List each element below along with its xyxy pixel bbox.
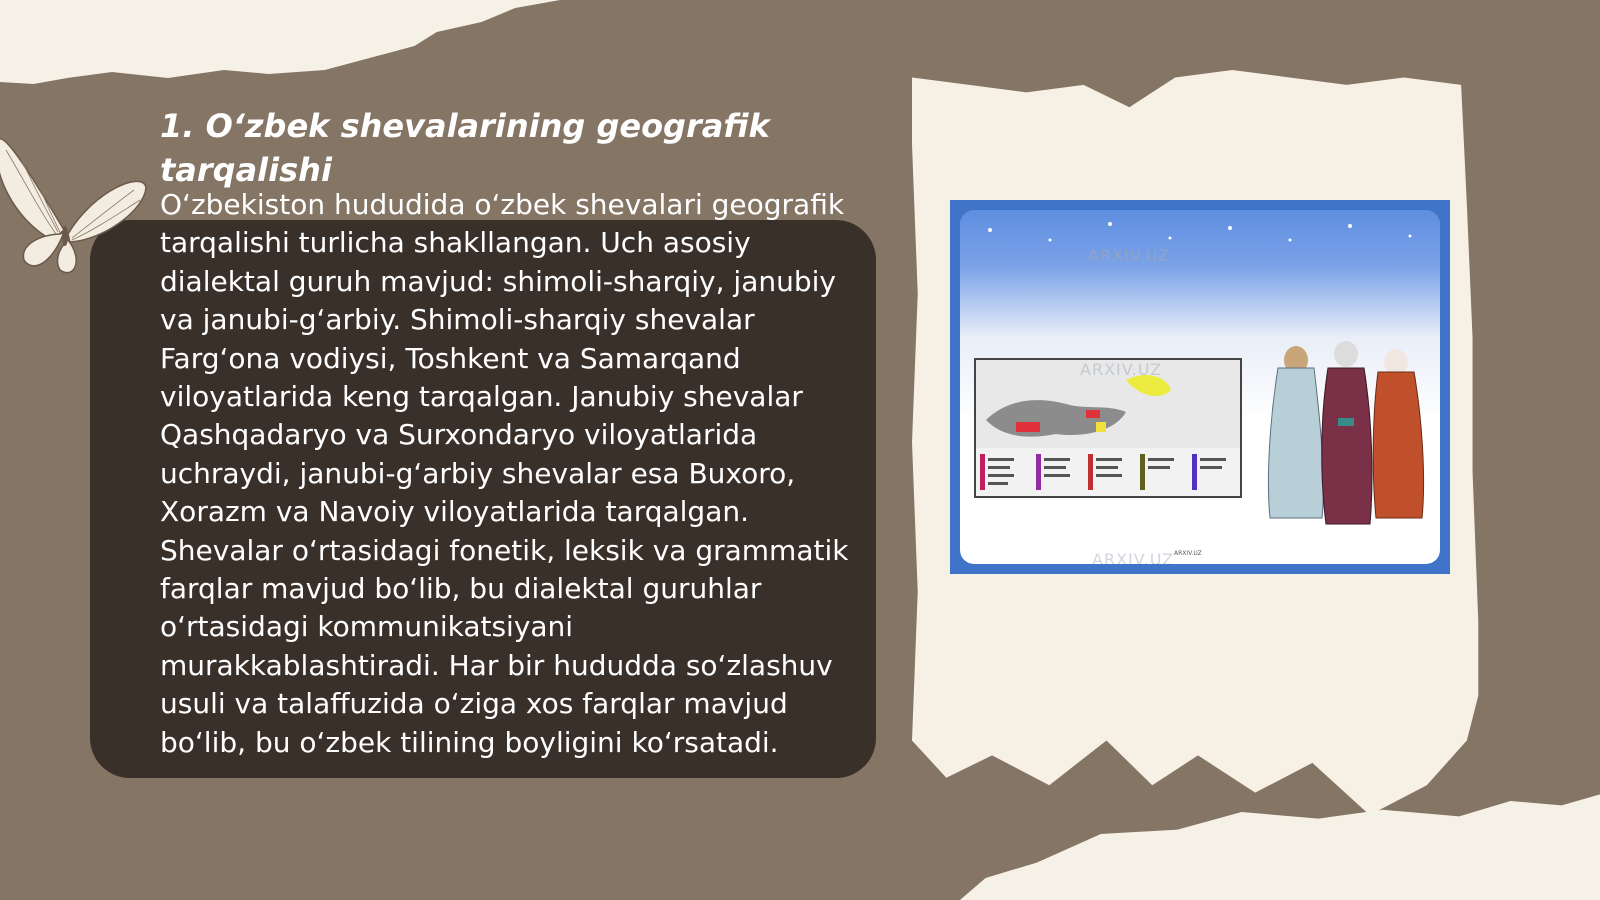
photo-content — [960, 210, 1440, 564]
slide-body: O‘zbekiston hududida o‘zbek shevalari geografik tarqalishi turlicha shakllangan. Uch asosiy dialektal guruh mavjud: shimoli-sharqiy, janubiy va janubi-g‘arbiy. Shimoli-sharqiy shevalar Farg‘ona vodiysi, Toshkent va Samarqand viloyatlarida keng tarqalgan. Janubiy shevalar Qashqadaryo va Surxondaryo viloyatlarida uchraydi, janubi-g‘arbiy shevalar esa Buxoro, Xorazm va Navoiy viloyatlarida tarqalgan. Shevalar o‘rtasidagi fonetik, leksik va grammatik farqlar mavjud bo‘lib, bu dialektal guruhlar o‘rtasidagi kommunikatsiyani murakkablashtiradi. Har bir hududda so‘zlashuv usuli va talaffuzida o‘ziga xos farqlar mavjud bo‘lib, bu o‘zbek tilining boyligini ko‘rsatadi. — [160, 188, 849, 759]
slide-title: 1. O‘zbek shevalarining geografik tarqalishi — [160, 107, 770, 189]
watermark: ARXIV.UZ — [1088, 246, 1171, 265]
dialect-map — [974, 358, 1242, 498]
torn-paper-top-left — [0, 0, 560, 100]
photo-frame — [950, 200, 1450, 574]
people-figures — [1256, 338, 1436, 538]
butterfly-icon — [0, 110, 154, 280]
watermark: ARXIV.UZ — [1080, 360, 1163, 379]
stars-decoration — [960, 210, 1440, 270]
torn-paper-bottom-right — [960, 790, 1600, 900]
image-caption: ARXIV.UZ — [1174, 550, 1202, 557]
watermark: ARXIV.UZ — [1092, 550, 1175, 564]
